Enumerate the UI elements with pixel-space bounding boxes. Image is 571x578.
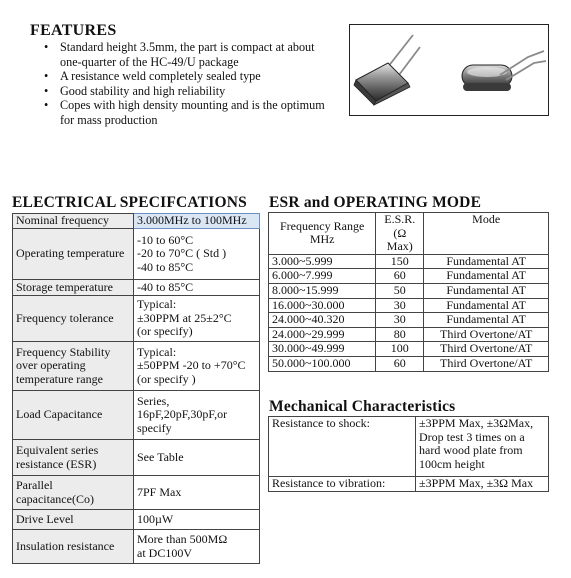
spec-value: -40 to 85°C — [134, 280, 260, 296]
table-row — [269, 477, 549, 492]
table-row — [269, 356, 549, 371]
table-row — [269, 283, 549, 298]
freq-cell: 24.000~29.999 — [269, 327, 376, 342]
esr-cell: 100 — [376, 342, 424, 357]
esr-header: E.S.R. (Ω Max) — [376, 213, 424, 255]
spec-label: Drive Level — [13, 510, 134, 530]
table-row — [269, 327, 549, 342]
freq-cell: 30.000~49.999 — [269, 342, 376, 357]
spec-label: Frequency tolerance — [13, 296, 134, 342]
esr-cell: 150 — [376, 254, 424, 269]
spec-value: Typical: ±30PPM at 25±2°C (or specify) — [134, 296, 260, 342]
mode-cell: Fundamental AT — [424, 298, 549, 313]
spec-value: -10 to 60°C -20 to 70°C ( Std ) -40 to 85°C — [134, 229, 260, 280]
mode-cell: Third Overtone/AT — [424, 327, 549, 342]
freq-cell: 50.000~100.000 — [269, 356, 376, 371]
spec-label: Parallel capacitance(Co) — [13, 476, 134, 510]
freq-cell: 8.000~15.999 — [269, 283, 376, 298]
esr-cell: 50 — [376, 283, 424, 298]
mechanical-title: Mechanical Characteristics — [269, 398, 456, 415]
spec-value: 3.000MHz to 100MHz — [134, 214, 260, 229]
table-row — [13, 280, 260, 296]
mode-cell: Fundamental AT — [424, 283, 549, 298]
table-row — [13, 391, 260, 440]
table-row — [13, 510, 260, 530]
table-row — [13, 440, 260, 476]
spec-label: Equivalent series resistance (ESR) — [13, 440, 134, 476]
table-row — [269, 298, 549, 313]
spec-value: More than 500MΩ at DC100V — [134, 530, 260, 564]
spec-value: 7PF Max — [134, 476, 260, 510]
spec-label: Storage temperature — [13, 280, 134, 296]
feature-item: • Good stability and high reliability — [42, 84, 327, 99]
mode-cell: Fundamental AT — [424, 269, 549, 284]
spec-value: Typical: ±50PPM -20 to +70°C (or specify ) — [134, 342, 260, 391]
esr-cell: 30 — [376, 298, 424, 313]
feature-item: • A resistance weld completely sealed type — [42, 69, 327, 84]
table-row — [13, 296, 260, 342]
table-row — [13, 229, 260, 280]
esr-cell: 80 — [376, 327, 424, 342]
spec-label: Nominal frequency — [13, 214, 134, 229]
table-row — [269, 269, 549, 284]
mode-header: Mode — [424, 213, 549, 255]
esr-cell: 60 — [376, 356, 424, 371]
freq-cell: 3.000~5.999 — [269, 254, 376, 269]
freq-cell: 6.000~7.999 — [269, 269, 376, 284]
crystal-resonator-icon — [350, 25, 547, 114]
feature-item: • Standard height 3.5mm, the part is compact at about one-quarter of the HC-49/U package — [42, 40, 327, 69]
esr-mode-table — [268, 212, 549, 372]
feature-item: • Copes with high density mounting and is the optimum for mass production — [42, 98, 327, 127]
spec-label: Insulation resistance — [13, 530, 134, 564]
table-row — [269, 313, 549, 328]
table-row — [13, 342, 260, 391]
freq-cell: 24.000~40.320 — [269, 313, 376, 328]
mech-value: ±3PPM Max, ±3ΩMax, Drop test 3 times on a hard wood plate from 100cm height — [416, 417, 549, 477]
freq-header: Frequency Range MHz — [269, 213, 376, 255]
mode-cell: Fundamental AT — [424, 254, 549, 269]
table-row — [269, 417, 549, 477]
mechanical-table — [268, 416, 549, 492]
mech-label: Resistance to shock: — [269, 417, 416, 477]
spec-value: See Table — [134, 440, 260, 476]
electrical-specs-title: ELECTRICAL SPECIFCATIONS — [12, 194, 247, 211]
table-row — [13, 214, 260, 229]
freq-cell: 16.000~30.000 — [269, 298, 376, 313]
spec-label: Operating temperature — [13, 229, 134, 280]
spec-value: Series, 16pF,20pF,30pF,or specify — [134, 391, 260, 440]
mode-cell: Third Overtone/AT — [424, 342, 549, 357]
table-row — [269, 342, 549, 357]
mode-cell: Third Overtone/AT — [424, 356, 549, 371]
spec-label: Frequency Stability over operating temperature range — [13, 342, 134, 391]
features-list — [42, 40, 327, 128]
table-row — [13, 530, 260, 564]
mode-cell: Fundamental AT — [424, 313, 549, 328]
electrical-specs-table — [12, 213, 260, 564]
spec-label: Load Capacitance — [13, 391, 134, 440]
crystal-resonator-photo — [349, 24, 549, 116]
table-header-row — [269, 213, 549, 255]
esr-mode-title: ESR and OPERATING MODE — [269, 194, 482, 211]
mech-label: Resistance to vibration: — [269, 477, 416, 492]
table-row — [269, 254, 549, 269]
esr-cell: 60 — [376, 269, 424, 284]
spec-value: 100µW — [134, 510, 260, 530]
features-title: FEATURES — [30, 22, 117, 39]
mech-value: ±3PPM Max, ±3Ω Max — [416, 477, 549, 492]
table-row — [13, 476, 260, 510]
esr-cell: 30 — [376, 313, 424, 328]
